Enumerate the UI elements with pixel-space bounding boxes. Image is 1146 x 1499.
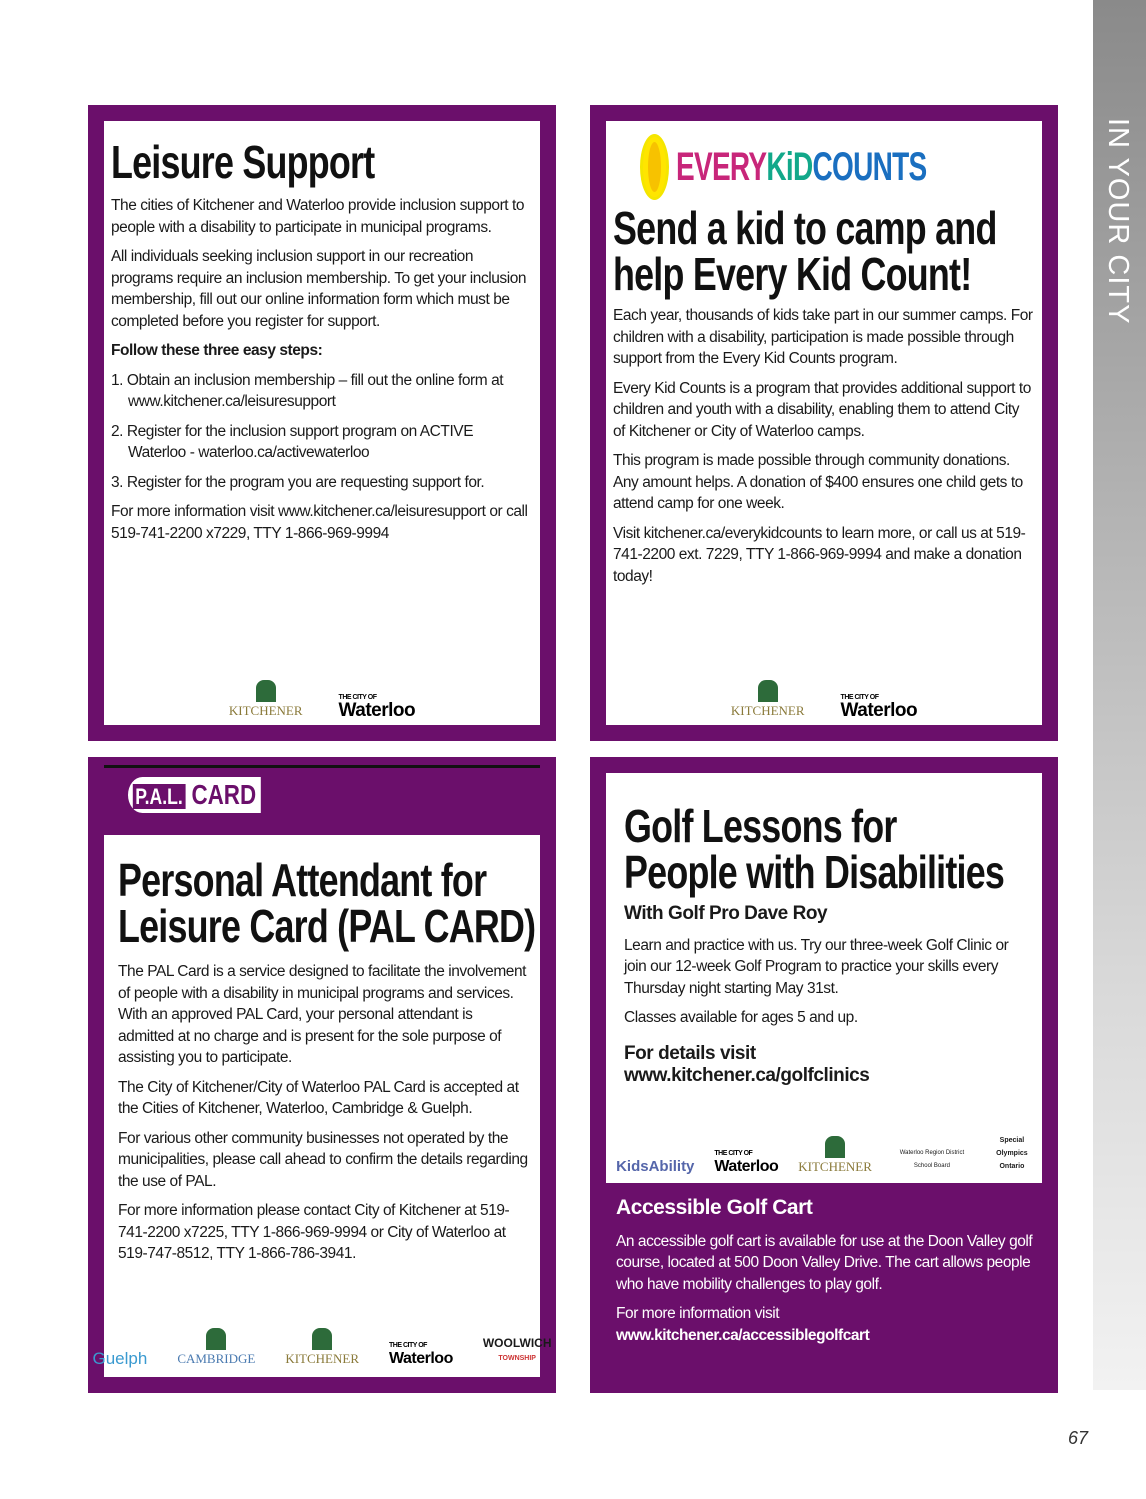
pal-card-panel — [88, 757, 556, 1393]
golf-p2: Classes available for ages 5 and up. — [624, 1009, 858, 1026]
kitchener-logo: KITCHENER — [798, 1136, 872, 1173]
ekc-p3: This program is made possible through community donations. Any amount helps. A donation of $400 ensures one child gets to attend camp for one week. — [613, 452, 1023, 512]
logo-row — [606, 1134, 1042, 1173]
ekc-p1: Each year, thousands of kids take part in our summer camps. For children with a disability, participation is made possible through support from the Every Kid Counts program. — [613, 307, 1033, 367]
every-kid-counts-panel — [590, 105, 1058, 741]
ekc-p4: Visit kitchener.ca/everykidcounts to learn more, or call us at 519-741-2200 ext. 7229, TTY 1-866-969-9994 and make a donation today! — [613, 524, 1026, 585]
logo-row — [92, 1328, 552, 1368]
ekc-p2: Every Kid Counts is a program that provides additional support to children and youth with a disability, enabling them to attend City of Kitchener or City of Waterloo camps. — [613, 379, 1031, 440]
pal-p2: The City of Kitchener/City of Waterloo PAL Card is accepted at the Cities of Kitchener, Waterloo, Cambridge & Guelph. — [118, 1078, 519, 1117]
section-label: IN YOUR CITY — [1102, 118, 1134, 325]
golfclinics-link[interactable]: www.kitchener.ca/golfclinics — [624, 1064, 870, 1086]
guelph-logo: Guelph — [92, 1349, 148, 1368]
waterloo-logo: THE CITY OF Waterloo — [389, 1342, 453, 1367]
pal-card-logo: P.A.L. CARD — [128, 777, 261, 813]
pal-p1: The PAL Card is a service designed to facilitate the involvement of people with a disability in municipal programs and services. With an approved PAL Card, your personal attendant is admitted at no charge and is present for the sole purpose of assisting you to participate. — [118, 963, 527, 1066]
step-1: 1. Obtain an inclusion membership – fill out the online form at www.kitchener.ca/leisuresupport — [111, 371, 504, 410]
step-3: 3. Register for the program you are requesting support for. — [111, 473, 485, 491]
wrdsb-logo: Waterloo Region District School Board — [899, 1150, 965, 1169]
pal-title-1: Personal Attendant for — [118, 854, 487, 906]
special-olympics-logo: Special Olympics Ontario — [996, 1137, 1028, 1170]
cart-more-label: For more information visit — [616, 1305, 780, 1322]
every-kid-counts-logo: EVERYKiDCOUNTS — [643, 137, 1034, 197]
cambridge-logo: CAMBRIDGE — [177, 1328, 255, 1365]
golf-subtitle: With Golf Pro Dave Roy — [624, 903, 828, 924]
leisure-support-panel — [88, 105, 556, 741]
section-sidebar — [1093, 0, 1146, 1390]
cart-title: Accessible Golf Cart — [616, 1196, 813, 1219]
kidsability-logo: KidsAbility — [616, 1158, 695, 1175]
waterloo-logo: THE CITY OF Waterloo — [714, 1150, 779, 1175]
sun-icon — [643, 137, 666, 197]
leisure-title: Leisure Support — [111, 136, 375, 188]
logo-row — [606, 680, 1042, 721]
leisure-p3: For more information visit www.kitchener.ca/leisuresupport or call 519-741-2200 x7229, TTY 1-866-969-9994 — [111, 503, 528, 542]
pal-p4: For more information please contact City of Kitchener at 519-741-2200 x7225, TTY 1-866-969-9994 or City of Waterloo at 519-747-8512, TTY 1-866-786-3941. — [118, 1202, 510, 1262]
accessible-golfcart-link[interactable]: www.kitchener.ca/accessiblegolfcart — [616, 1326, 870, 1344]
leisure-p2: All individuals seeking inclusion support in our recreation programs require an inclusion membership. To get your inclusion membership, fill out our online information form which must be completed before you register for support. — [111, 248, 527, 330]
step-2: 2. Register for the inclusion support program on ACTIVE Waterloo - waterloo.ca/activewaterloo — [111, 422, 474, 461]
waterloo-logo: THE CITY OF Waterloo — [840, 694, 918, 721]
steps-heading: Follow these three easy steps: — [111, 342, 323, 359]
logo-row — [104, 680, 540, 721]
details-label: For details visit — [624, 1042, 756, 1064]
leisure-p1: The cities of Kitchener and Waterloo provide inclusion support to people with a disability to participate in municipal programs. — [111, 197, 525, 236]
golf-lessons-panel — [590, 757, 1058, 1393]
waterloo-logo: THE CITY OF Waterloo — [338, 694, 416, 721]
kitchener-logo: KITCHENER — [285, 1328, 359, 1365]
kitchener-logo: KITCHENER — [731, 680, 805, 717]
ekc-title: Send a kid to camp and help Every Kid Count! — [613, 202, 997, 300]
kitchener-logo: KITCHENER — [229, 680, 303, 717]
golf-p1: Learn and practice with us. Try our three-week Golf Clinic or join our 12-week Golf Program to practice your skills every Thursday night starting May 31st. — [624, 936, 1009, 997]
woolwich-logo: WOOLWICH TOWNSHIP — [482, 1336, 552, 1362]
page-number: 67 — [1068, 1428, 1089, 1448]
cart-paragraph: An accessible golf cart is available for use at the Doon Valley golf course, located at 500 Doon Valley Drive. The cart allows people who have mobility challenges to play golf. — [616, 1232, 1033, 1293]
golf-title-1: Golf Lessons for — [624, 800, 897, 852]
pal-title-2: Leisure Card (PAL CARD) — [118, 900, 536, 952]
pal-p3: For various other community businesses not operated by the municipalities, please call ahead to confirm the details regarding the use of PAL. — [118, 1129, 528, 1190]
golf-title-2: People with Disabilities — [624, 846, 1005, 898]
